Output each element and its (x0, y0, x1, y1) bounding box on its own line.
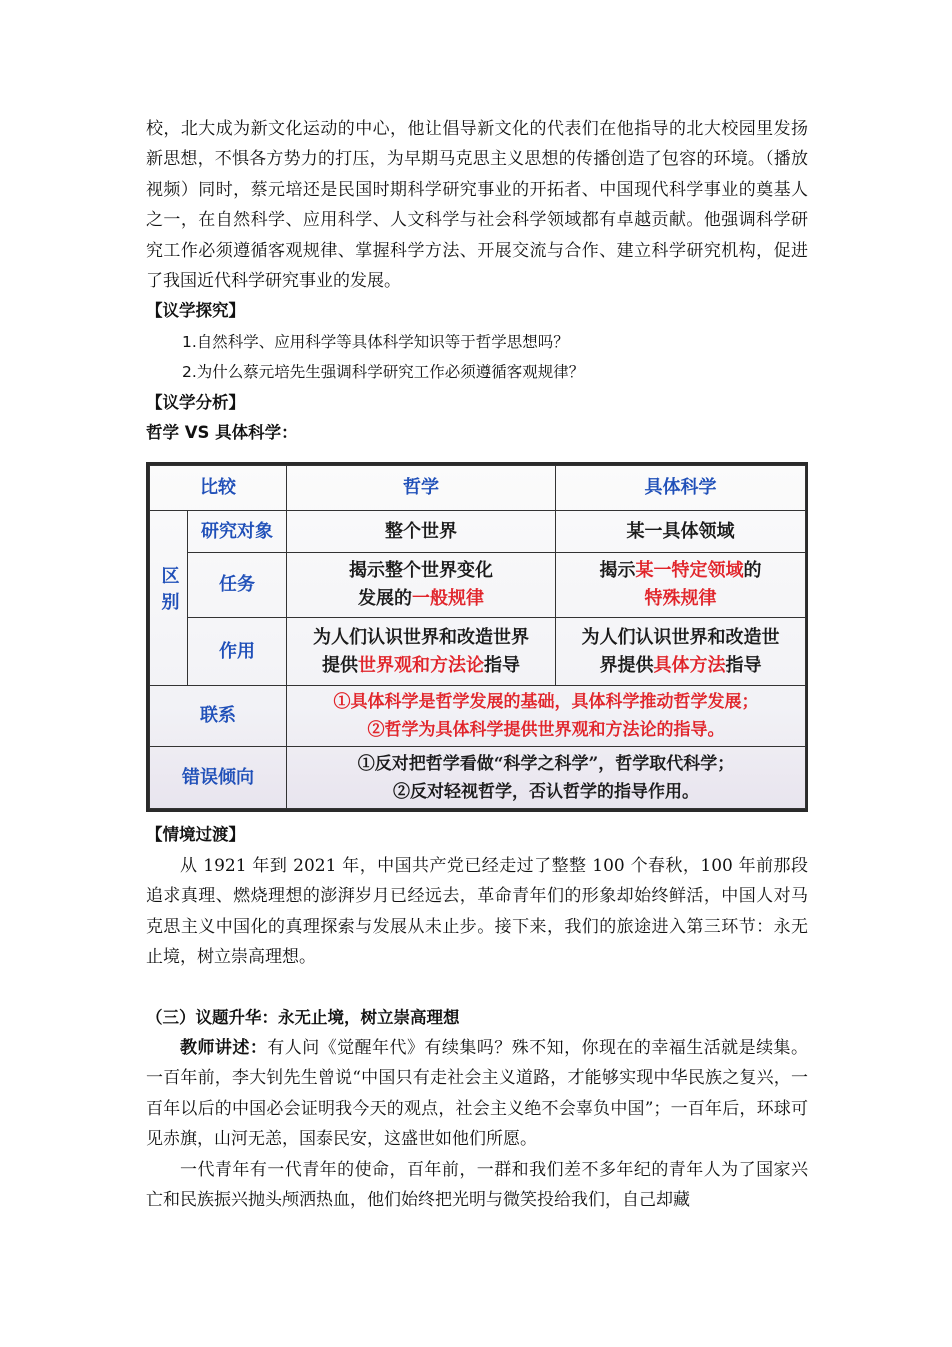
header-philosophy: 哲学 (287, 466, 556, 510)
paragraph-cai-yuanpei: 校，北大成为新文化运动的中心，他让倡导新文化的代表们在他指导的北大校园里发扬新思想，不惧各方势力的打压，为早期马克思主义思想的传播创造了包容的环境。（播放视频）同时，蔡元培还是民国时期科学研究事业的开拓者、中国现代科学事业的奠基人之一，在自然科学、应用科学、人文科学与社会科学领域都有卓越贡献。他强调科学研究工作必须遵循客观规律、掌握科学方法、开展交流与合作、建立科学研究机构，促进了我国近代科学研究事业的发展。 (146, 119, 808, 292)
paragraph-transition: 从 1921 年到 2021 年，中国共产党已经走过了整整 100 个春秋，100 年前那段追求真理、燃烧理想的澎湃岁月已经远去，革命青年们的形象却始终鲜活，中国人对马克思主义中国化的真理探索与发展从未止步。接下来，我们的旅途进入第三环节：永无止境，树立崇高理想。 (146, 855, 808, 968)
label-research-object: 研究对象 (188, 510, 287, 552)
comparison-table-image (146, 462, 808, 812)
subheading-philosophy-vs-science: 哲学 VS 具体科学： (146, 423, 298, 443)
header-compare: 比较 (150, 466, 287, 510)
label-task: 任务 (188, 553, 287, 618)
phil-task: 揭示整个世界变化 发展的一般规律 (287, 553, 556, 618)
paragraph-teacher: 教师讲述：有人问《觉醒年代》有续集吗？殊不知，你现在的幸福生活就是续集。一百年前，李大钊先生曾说“中国只有走社会主义道路，才能够实现中华民族之复兴，一百年以后的中国必会证明我今天的观点，社会主义绝不会辜负中国”；一百年后，环球可见赤旗，山河无恙，国泰民安，这盛世如他们所愿。 (146, 1037, 809, 1150)
comparison-table (149, 465, 806, 809)
spacer (146, 973, 808, 1003)
label-difference: 区别 (150, 510, 188, 686)
sci-task: 揭示某一特定领域的 特殊规律 (556, 553, 806, 618)
phil-function: 为人们认识世界和改造世界 提供世界观和方法论指导 (287, 617, 556, 686)
wrong-tendency-content: ①反对把哲学看做“科学之科学”，哲学取代科学； ②反对轻视哲学，否认哲学的指导作用。 (287, 746, 806, 809)
teacher-label: 教师讲述： (180, 1037, 268, 1058)
header-specific-science: 具体科学 (556, 466, 806, 510)
heading-explore: 【议学探究】 (146, 301, 245, 321)
connection-content: ①具体科学是哲学发展的基础，具体科学推动哲学发展； ②哲学为具体科学提供世界观和方法论的指导。 (287, 686, 806, 747)
heading-analysis: 【议学分析】 (146, 392, 245, 412)
heading-transition: 【情境过渡】 (146, 825, 245, 845)
label-function: 作用 (188, 617, 287, 686)
sci-function: 为人们认识世界和改造世 界提供具体方法指导 (556, 617, 806, 686)
phil-research-object: 整个世界 (287, 510, 556, 552)
document-page (146, 114, 808, 1215)
label-connection: 联系 (150, 686, 287, 747)
question-2: 2.为什么蔡元培先生强调科学研究工作必须遵循客观规律？ (182, 363, 585, 382)
question-1: 1.自然科学、应用科学等具体科学知识等于哲学思想吗？ (182, 332, 569, 351)
paragraph-youth: 一代青年有一代青年的使命，百年前，一群和我们差不多年纪的青年人为了国家兴亡和民族振兴抛头颅洒热血，他们始终把光明与微笑投给我们，自己却藏 (146, 1159, 808, 1210)
sci-research-object: 某一具体领域 (556, 510, 806, 552)
heading-section-three: （三）议题升华：永无止境，树立崇高理想 (146, 1007, 460, 1027)
label-wrong-tendency: 错误倾向 (150, 746, 287, 809)
